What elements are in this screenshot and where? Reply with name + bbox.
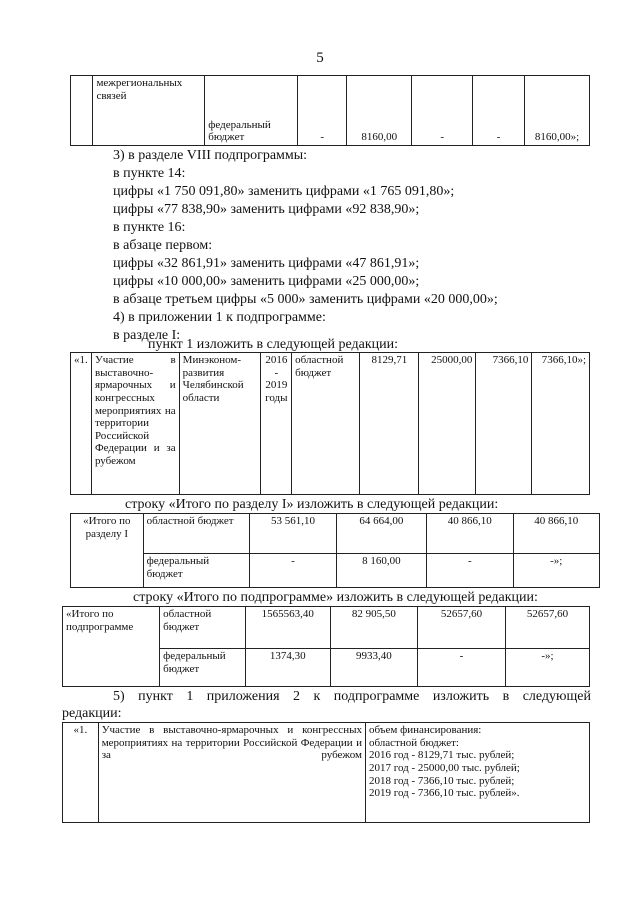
table-cell-financing: [365, 723, 589, 823]
table-cell: -»;: [513, 554, 600, 588]
table-cell: 8160,00: [347, 76, 412, 146]
table-cell-label: «Итого по разделу I: [71, 514, 144, 588]
table-cell-num: «1.: [71, 353, 92, 495]
table-cell: -: [250, 554, 336, 588]
financing-line: 2018 год - 7366,10 тыс. рублей;: [368, 774, 515, 787]
table-cell: 8129,71: [360, 353, 419, 495]
table-cell-name: межрегиональных связей: [93, 76, 205, 146]
text-line: строку «Итого по подпрограмме» изложить в следующей редакции:: [133, 590, 538, 605]
financing-line: 2017 год - 25000,00 тыс. рублей;: [368, 761, 520, 774]
table-cell: 7366,10: [476, 353, 532, 495]
text-line: строку «Итого по разделу I» изложить в следующей редакции:: [125, 497, 499, 512]
table-cell-budget: областной бюджет: [292, 353, 360, 495]
table-cell: 40 866,10: [513, 514, 600, 554]
text-line: цифры «1 750 091,80» заменить цифрами «1 765 091,80»;: [113, 184, 455, 199]
table-cell-label: «Итого по подпрограмме: [63, 607, 160, 687]
table-cell: 52657,60: [505, 607, 589, 649]
table-cell-budget: федеральный бюджет: [160, 649, 246, 687]
text-line: цифры «10 000,00» заменить цифрами «25 000,00»;: [113, 274, 420, 289]
table-cell: -»;: [505, 649, 589, 687]
table-cell: 25000,00: [419, 353, 476, 495]
table-cell: 82 905,50: [330, 607, 417, 649]
text-line: пункт 1 изложить в следующей редакции:: [148, 337, 398, 352]
table-cell: -: [412, 76, 473, 146]
table-cell: -: [473, 76, 525, 146]
text-line: цифры «32 861,91» заменить цифрами «47 861,91»;: [113, 256, 420, 271]
table-cell: 1565563,40: [245, 607, 330, 649]
table-cell-budget: областной бюджет: [160, 607, 246, 649]
table-point-1: [70, 352, 590, 495]
table-cell: 9933,40: [330, 649, 417, 687]
table-cell: 8160,00»;: [525, 76, 590, 146]
text-line: в пункте 14:: [113, 166, 186, 181]
text-line: редакции:: [62, 706, 122, 721]
table-cell-name: Участие в выставочно-ярмарочных и конгрессных мероприятиях на территории Российской Федерации и за рубежом: [98, 723, 365, 823]
table-cell-budget: областной бюджет: [143, 514, 250, 554]
table-cell: 40 866,10: [427, 514, 513, 554]
table-itogo-podprogramme: [62, 606, 590, 687]
table-cell-num: «1.: [63, 723, 99, 823]
table-cell-name: Участие в выставочно-ярмарочных и конгрессных мероприятиях на территории Российской Федерации и за рубежом: [91, 353, 179, 495]
table-itogo-razdel: [70, 513, 600, 588]
table-cell: 64 664,00: [336, 514, 426, 554]
financing-line: 2016 год - 8129,71 тыс. рублей;: [368, 749, 515, 762]
table-cell: -: [418, 649, 506, 687]
page-number: 5: [316, 50, 324, 66]
table-cell-budget: федеральный бюджет: [143, 554, 250, 588]
text-line: 4) в приложении 1 к подпрограмме:: [113, 310, 326, 325]
table-cell: 1374,30: [245, 649, 330, 687]
table-cell: 8 160,00: [336, 554, 426, 588]
text-line: в разделе I:: [113, 328, 181, 343]
table-appendix-2-point-1: [62, 722, 590, 823]
table-cell: 53 561,10: [250, 514, 336, 554]
text-line: 3) в разделе VIII подпрограммы:: [113, 148, 308, 163]
table-cell: -: [298, 76, 347, 146]
table-cell-budget: федеральный бюджет: [205, 76, 298, 146]
text-line: в абзаце первом:: [113, 238, 213, 253]
table-cell: 52657,60: [418, 607, 506, 649]
table-cell: 7366,10»;: [532, 353, 590, 495]
table-federal-budget-fragment: [70, 75, 590, 146]
text-line: в пункте 16:: [113, 220, 186, 235]
table-cell-years: 2016 - 2019 годы: [261, 353, 292, 495]
financing-line: объем финансирования:: [368, 724, 482, 736]
text-line: в абзаце третьем цифры «5 000» заменить цифрами «20 000,00»;: [113, 292, 498, 307]
table-cell: -: [427, 554, 513, 588]
financing-line: 2019 год - 7366,10 тыс. рублей».: [368, 787, 520, 800]
text-line: цифры «77 838,90» заменить цифрами «92 838,90»;: [113, 202, 420, 217]
table-cell-executor: Минэконом-развития Челябинской области: [179, 353, 261, 495]
text-line: 5) пункт 1 приложения 2 к подпрограмме изложить в следующей: [113, 689, 591, 704]
financing-line: областной бюджет:: [368, 736, 459, 749]
